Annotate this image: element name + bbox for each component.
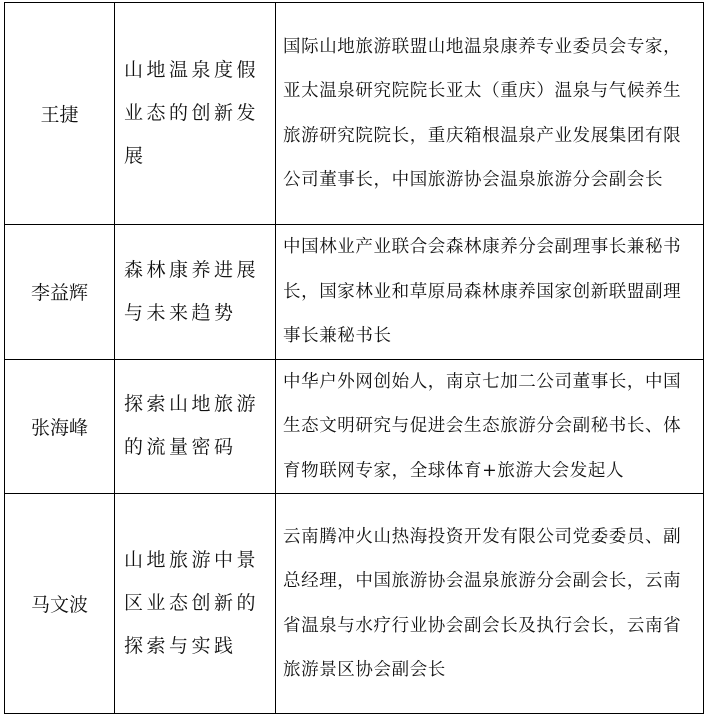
speaker-name: 张海峰: [5, 359, 115, 494]
speaker-table: [4, 2, 704, 714]
table-row: [5, 359, 704, 494]
table-row: [5, 494, 704, 714]
table-row: [5, 3, 704, 225]
speaker-title: 中华户外网创始人，南京七加二公司董事长，中国生态文明研究与促进会生态旅游分会副秘书长、体育物联网专家，全球体育+旅游大会发起人: [276, 359, 704, 494]
speaker-topic: 探索山地旅游的流量密码: [115, 359, 276, 494]
table-row: [5, 225, 704, 360]
speaker-title: 中国林业产业联合会森林康养分会副理事长兼秘书长，国家林业和草原局森林康养国家创新联盟副理事长兼秘书长: [276, 225, 704, 360]
speaker-topic: 山地旅游中景区业态创新的探索与实践: [115, 494, 276, 714]
speaker-name: 王捷: [5, 3, 115, 225]
speaker-title: 国际山地旅游联盟山地温泉康养专业委员会专家，亚太温泉研究院院长亚太（重庆）温泉与气候养生旅游研究院院长，重庆箱根温泉产业发展集团有限公司董事长，中国旅游协会温泉旅游分会副会长: [276, 3, 704, 225]
speaker-name: 马文波: [5, 494, 115, 714]
speaker-title: 云南腾冲火山热海投资开发有限公司党委委员、副总经理，中国旅游协会温泉旅游分会副会长，云南省温泉与水疗行业协会副会长及执行会长，云南省旅游景区协会副会长: [276, 494, 704, 714]
speaker-topic: 森林康养进展与未来趋势: [115, 225, 276, 360]
speaker-name: 李益辉: [5, 225, 115, 360]
speaker-topic: 山地温泉度假业态的创新发展: [115, 3, 276, 225]
